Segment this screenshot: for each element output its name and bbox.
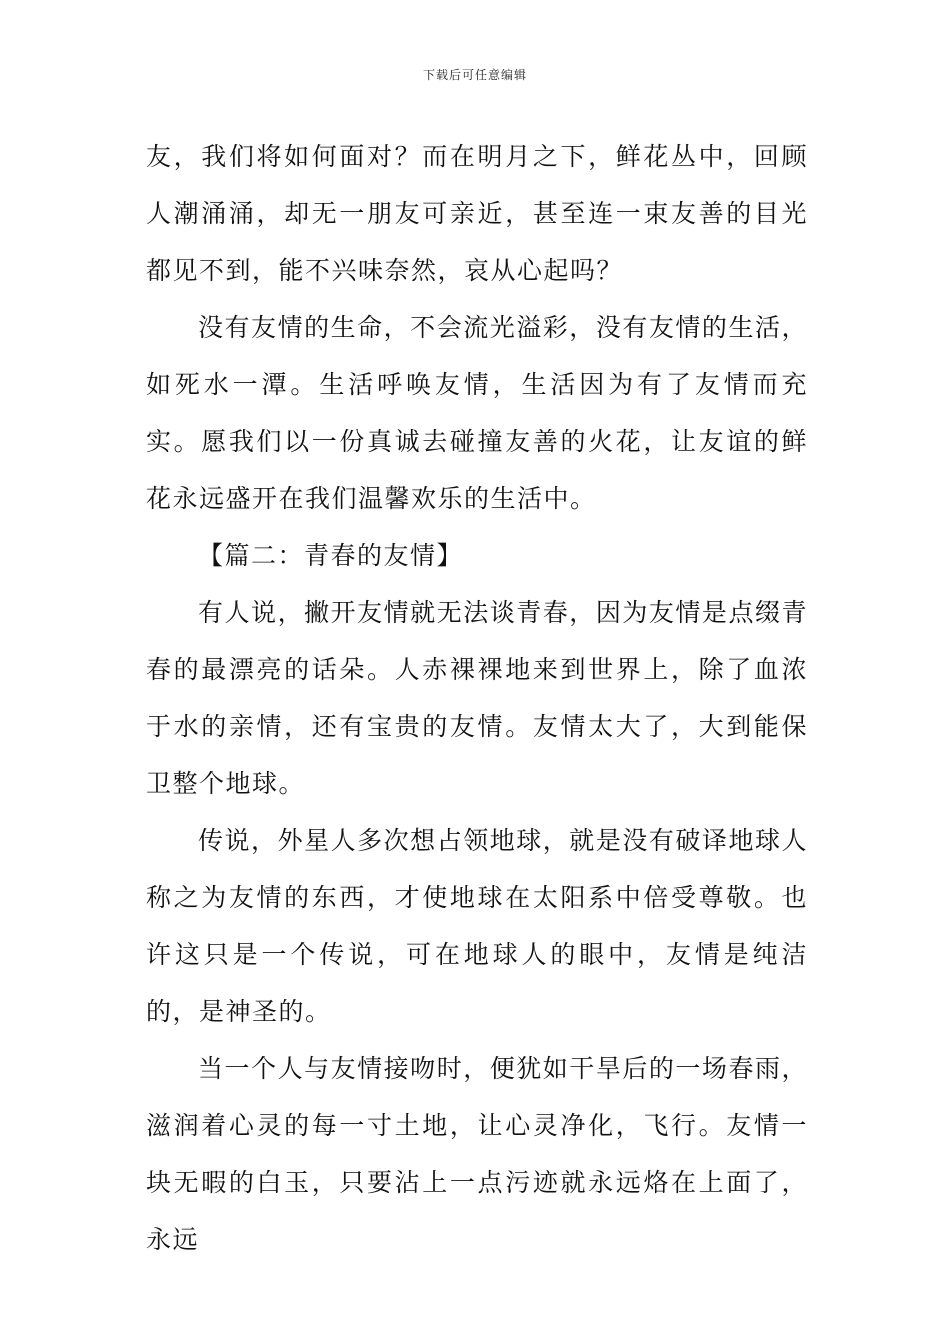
document-body — [146, 128, 808, 1268]
paragraph: 没有友情的生命，不会流光溢彩，没有友情的生活，如死水一潭。生活呼唤友情，生活因为有了友情而充实。愿我们以一份真诚去碰撞友善的火花，让友谊的鲜花永远盛开在我们温馨欢乐的生活中。 — [146, 313, 808, 513]
paragraph-continuation: 友，我们将如何面对？而在明月之下，鲜花丛中，回顾人潮涌涌，却无一朋友可亲近，甚至连一束友善的目光都见不到，能不兴味奈然，哀从心起吗？ — [146, 142, 808, 285]
page-header: 下载后可任意编辑 — [422, 68, 527, 82]
paragraph: 当一个人与友情接吻时，便犹如干旱后的一场春雨，滋润着心灵的每一寸土地，让心灵净化，飞行。友情一块无暇的白玉，只要沾上一点污迹就永远烙在上面了，永远 — [146, 1054, 808, 1254]
section-heading: 【篇二：青春的友情】 — [198, 541, 464, 570]
paragraph: 有人说，撇开友情就无法谈青春，因为友情是点缀青春的最漂亮的话朵。人赤裸裸地来到世界上，除了血浓于水的亲情，还有宝贵的友情。友情太大了，大到能保卫整个地球。 — [146, 598, 808, 798]
paragraph: 传说，外星人多次想占领地球，就是没有破译地球人称之为友情的东西，才使地球在太阳系中倍受尊敬。也许这只是一个传说，可在地球人的眼中，友情是纯洁的，是神圣的。 — [146, 826, 808, 1026]
